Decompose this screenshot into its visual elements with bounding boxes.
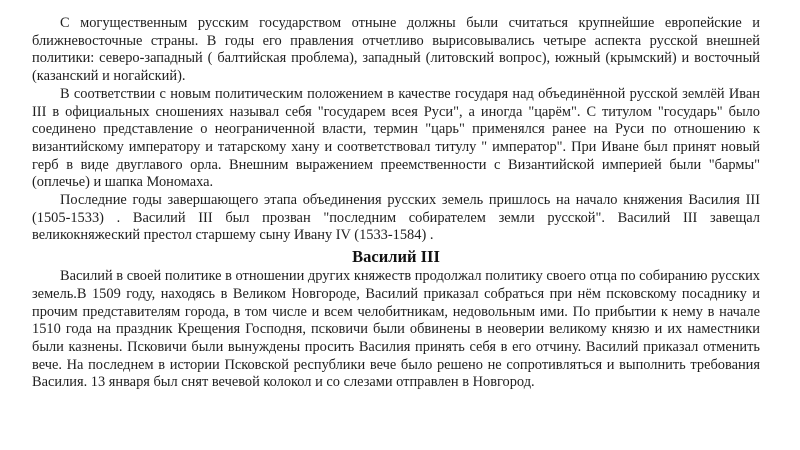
paragraph-foreign-policy: С могущественным русским государством отныне должны были считаться крупнейшие европейские и ближневосточные страны. В годы его правления отчетливо вырисовывались четыре аспекта русской внешней политики: северо-западный ( балтийская проблема), западный (литовский вопрос), южный (крымский) и восточный (казанский и ногайский).	[32, 15, 760, 85]
paragraph-vasily-policy: Василий в своей политике в отношении других княжеств продолжал политику своего отца по собиранию русских земель.В 1509 году, находясь в Великом Новгороде, Василий приказал собраться при нём псковскому посаднику и прочим представителям города, в том числе и всем челобитникам, недовольным ими. По прибытии к нему в начале 1510 года на праздник Крещения Господня, псковичи были обвинены в неоверии великому князю и их наместники были казнены. Псковичи были вынуждены просить Василия принять себя в его отчину. Василий приказал отменить вече. На последнем в истории Псковской республики вече было решено не сопротивляться и выполнить требования Василия. 13 января был снят вечевой колокол и со слезами отправлен в Новгород.	[32, 268, 760, 391]
section-heading-vasily: Василий III	[352, 247, 440, 267]
paragraph-ivan-title: В соответствии с новым политическим положением в качестве государя над объединённой русской землёй Иван III в официальных сношениях называл себя "государем всея Руси", а иногда "царём". С титулом "государь" было соединено представление о неограниченной власти, термин "царь" применялся ранее на Руси по отношению к византийскому императору и татарскому хану и соответствовал титулу " император". При Иване был принят новый герб в виде двуглавого орла. Внешним выражением преемственности с Византийской империей были "бармы" (оплечье) и шапка Мономаха.	[32, 85, 760, 191]
document-body	[32, 15, 760, 392]
paragraph-final-years: Последние годы завершающего этапа объединения русских земель пришлось на начало княжения Василия III (1505-1533) . Василий III был прозван "последним собирателем земли русской". Василий III завещал великокняжеский престол старшему сыну Ивану IV (1533-1584) .	[32, 192, 760, 244]
